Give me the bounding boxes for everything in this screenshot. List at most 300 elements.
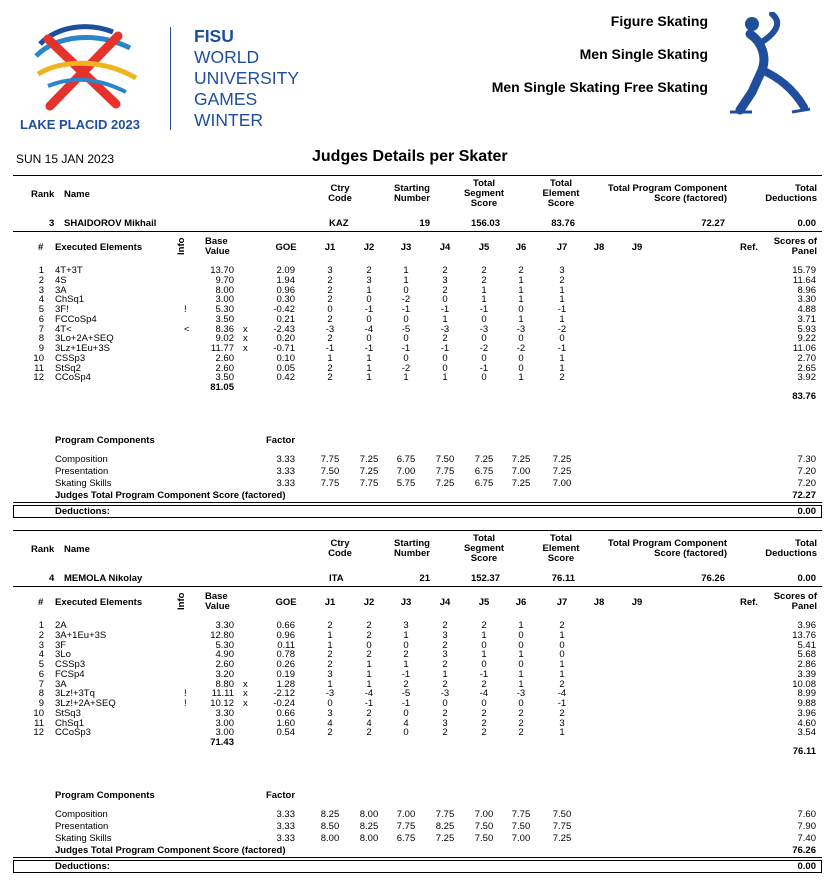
element-judge-score: 0 xyxy=(559,333,565,345)
element-judge-score: 2 xyxy=(442,639,448,651)
skater-name: SHAIDOROV Mikhail xyxy=(64,218,157,229)
element-panel-score: 3.54 xyxy=(797,727,816,739)
total-pc-header-line: Total Program Component xyxy=(607,538,727,549)
scores-panel-header-line: Scores of xyxy=(773,591,817,602)
element-judge-score: -2 xyxy=(401,362,411,374)
element-base-value: 13.70 xyxy=(210,265,234,276)
element-code: 3A xyxy=(55,678,67,690)
element-judge-score: 2 xyxy=(327,313,333,325)
component-judge-score: 7.00 xyxy=(511,466,531,477)
total-element-header-line: Element xyxy=(542,543,580,554)
program-components-header: Program Components xyxy=(55,435,155,446)
fisu-games-text xyxy=(194,26,299,131)
element-judge-score: 2 xyxy=(366,629,372,641)
element-judge-score: 2 xyxy=(442,620,448,631)
component-panel-score: 7.30 xyxy=(797,454,816,465)
base-value-header-line: Value xyxy=(205,246,230,257)
element-judge-score: 0 xyxy=(366,313,372,325)
element-judge-score: 2 xyxy=(518,727,524,739)
element-judge-score: 2 xyxy=(327,727,333,739)
games-line-games: GAMES xyxy=(194,89,258,109)
element-judge-score: -5 xyxy=(401,688,411,700)
component-judge-score: 8.00 xyxy=(359,833,379,844)
judge-header-4: J4 xyxy=(439,597,451,608)
element-judge-score: 1 xyxy=(559,659,565,670)
total-segment-header-line: Total xyxy=(473,178,495,189)
element-goe: 0.42 xyxy=(276,372,295,384)
element-judge-score: 1 xyxy=(403,274,409,286)
judge-header-1: J1 xyxy=(324,597,336,608)
component-panel-score: 7.90 xyxy=(797,821,816,832)
element-judge-score: -2 xyxy=(516,343,526,354)
starting-number-header-line: Starting xyxy=(394,538,430,549)
element-base-value: 3.00 xyxy=(215,717,234,729)
component-judge-score: 7.00 xyxy=(396,466,416,477)
element-panel-score: 8.96 xyxy=(797,284,816,296)
element-judge-score: -1 xyxy=(557,304,567,315)
judge-header-7: J7 xyxy=(556,242,568,253)
base-value-total: 81.05 xyxy=(210,382,234,393)
deductions-value: 0.00 xyxy=(797,861,816,872)
component-panel-score: 7.20 xyxy=(797,478,816,489)
base-value-total: 71.43 xyxy=(210,737,234,748)
element-judge-score: 2 xyxy=(481,274,487,286)
element-number: 1 xyxy=(38,620,44,631)
element-judge-score: 0 xyxy=(559,639,565,651)
judge-header-4: J4 xyxy=(439,242,451,253)
element-judge-score: 2 xyxy=(481,620,487,631)
skater-rank: 4 xyxy=(49,573,55,584)
element-code: ChSq1 xyxy=(55,717,85,729)
elements-total: 76.11 xyxy=(792,746,816,757)
factor-header: Factor xyxy=(266,435,296,446)
element-number: 2 xyxy=(38,629,44,641)
element-judge-score: 1 xyxy=(403,372,409,384)
skater-name: MEMOLA Nikolay xyxy=(64,573,143,584)
component-judge-score: 7.25 xyxy=(474,454,494,465)
element-number: 3 xyxy=(38,639,44,651)
component-name: Presentation xyxy=(55,821,109,832)
games-line-university: UNIVERSITY xyxy=(194,68,300,88)
component-judge-score: 6.75 xyxy=(396,454,416,465)
component-factor: 3.33 xyxy=(276,466,295,477)
element-judge-score: 3 xyxy=(442,629,448,641)
element-judge-score: 1 xyxy=(481,294,487,306)
element-number: 6 xyxy=(38,668,44,680)
element-code: 3A xyxy=(55,284,67,296)
element-base-value: 2.60 xyxy=(215,362,234,374)
factor-header: Factor xyxy=(266,790,296,801)
element-panel-score: 15.79 xyxy=(792,265,816,276)
element-judge-score: -3 xyxy=(516,688,526,700)
element-judge-score: -1 xyxy=(325,343,335,354)
element-number: 9 xyxy=(38,698,44,709)
element-judge-score: 2 xyxy=(366,649,372,661)
component-judge-score: 8.00 xyxy=(359,809,379,820)
skater-pictogram-icon xyxy=(722,12,812,117)
element-goe: 1.60 xyxy=(276,717,295,729)
element-bonus-mark: x xyxy=(243,678,248,690)
element-judge-score: 1 xyxy=(366,668,372,680)
element-judge-score: 2 xyxy=(442,284,448,296)
skater-start-number: 21 xyxy=(419,573,430,584)
element-number: 10 xyxy=(33,707,44,719)
summary-line xyxy=(13,231,822,232)
element-judge-score: 2 xyxy=(442,727,448,739)
element-judge-score: -1 xyxy=(364,343,374,354)
starting-number-header-line: Number xyxy=(394,548,430,559)
skater-segment-score: 152.37 xyxy=(470,573,500,584)
judge-header-1: J1 xyxy=(324,242,336,253)
element-judge-score: 2 xyxy=(518,265,524,276)
element-goe: -0.42 xyxy=(273,304,295,315)
element-judge-score: -3 xyxy=(440,323,450,335)
judge-header-3: J3 xyxy=(400,597,412,608)
total-element-header-line: Element xyxy=(542,188,580,199)
component-judge-score: 7.25 xyxy=(359,454,379,465)
element-judge-score: 0 xyxy=(442,352,448,364)
info-header: Info xyxy=(176,592,187,610)
element-base-value: 12.80 xyxy=(210,629,234,641)
element-judge-score: 1 xyxy=(559,362,565,374)
element-judge-score: 3 xyxy=(559,717,565,729)
element-judge-score: -4 xyxy=(479,688,489,700)
element-code: ChSq1 xyxy=(55,294,85,306)
element-goe: 0.78 xyxy=(276,649,295,661)
component-judge-score: 7.00 xyxy=(474,809,494,820)
element-judge-score: 0 xyxy=(327,304,333,315)
element-base-value: 4.90 xyxy=(215,649,234,661)
total-element-header-line: Score xyxy=(547,553,575,564)
element-goe: 0.21 xyxy=(276,313,295,325)
element-code: 4S xyxy=(55,274,67,286)
component-judge-score: 7.75 xyxy=(511,809,531,820)
element-judge-score: 3 xyxy=(327,707,333,719)
element-panel-score: 3.96 xyxy=(797,707,816,719)
skater-component-score: 72.27 xyxy=(701,218,725,229)
element-judge-score: 0 xyxy=(518,698,524,709)
total-deductions-header-line: Total xyxy=(795,538,817,549)
element-panel-score: 2.65 xyxy=(797,362,816,374)
skater-segment-score: 156.03 xyxy=(470,218,500,229)
component-judge-score: 7.50 xyxy=(511,821,531,832)
element-judge-score: 1 xyxy=(366,284,372,296)
total-segment-header-line: Score xyxy=(470,553,498,564)
element-goe: -2.12 xyxy=(273,688,295,700)
element-judge-score: 0 xyxy=(518,659,524,670)
component-judge-score: 7.50 xyxy=(552,809,572,820)
element-code: 3Lo+2A+SEQ xyxy=(55,333,114,345)
element-judge-score: 1 xyxy=(559,668,565,680)
component-panel-score: 7.60 xyxy=(797,809,816,820)
component-judge-score: 7.00 xyxy=(552,478,572,489)
scores-panel-header-line: Scores of xyxy=(773,236,817,247)
element-base-value: 3.30 xyxy=(215,707,234,719)
element-judge-score: 2 xyxy=(366,727,372,739)
element-panel-score: 4.60 xyxy=(797,717,816,729)
component-judge-score: 5.75 xyxy=(396,478,416,489)
element-base-value: 5.30 xyxy=(215,304,234,315)
element-judge-score: 3 xyxy=(559,265,565,276)
element-judge-score: -3 xyxy=(440,688,450,700)
element-judge-score: 2 xyxy=(366,620,372,631)
element-info-mark: ! xyxy=(184,304,187,315)
skater-country: ITA xyxy=(329,573,344,584)
element-panel-score: 5.41 xyxy=(797,639,816,651)
element-goe: 0.19 xyxy=(276,668,295,680)
element-base-value: 8.36 xyxy=(215,323,234,335)
element-judge-score: -1 xyxy=(479,362,489,374)
element-judge-score: 2 xyxy=(559,372,565,384)
element-base-value: 3.30 xyxy=(215,620,234,631)
ctry-code-header-line: Ctry xyxy=(330,183,350,194)
element-goe: 0.10 xyxy=(276,352,295,364)
games-line-world: WORLD xyxy=(194,47,260,67)
element-base-value: 11.77 xyxy=(210,343,234,354)
element-judge-score: 0 xyxy=(518,352,524,364)
judge-header-2: J2 xyxy=(363,242,375,253)
base-value-header-line: Base xyxy=(205,591,228,602)
element-judge-score: 0 xyxy=(366,333,372,345)
element-judge-score: -2 xyxy=(401,294,411,306)
element-number: 6 xyxy=(38,313,44,325)
element-base-value: 3.50 xyxy=(215,313,234,325)
element-judge-score: 0 xyxy=(403,284,409,296)
element-number: 1 xyxy=(38,265,44,276)
element-judge-score: -1 xyxy=(557,698,567,709)
element-judge-score: -1 xyxy=(440,343,450,354)
element-number: 2 xyxy=(38,274,44,286)
skater-component-score: 76.26 xyxy=(701,573,725,584)
element-number: 5 xyxy=(38,659,44,670)
component-judge-score: 7.25 xyxy=(359,466,379,477)
element-code: CSSp3 xyxy=(55,352,86,364)
executed-elements-header: Executed Elements xyxy=(55,242,143,253)
element-code: 3A+1Eu+3S xyxy=(55,629,107,641)
base-value-header-line: Value xyxy=(205,601,230,612)
element-judge-score: 0 xyxy=(403,707,409,719)
element-judge-score: 1 xyxy=(481,629,487,641)
component-name: Skating Skills xyxy=(55,478,112,489)
component-judge-score: 7.50 xyxy=(474,821,494,832)
element-judge-score: 1 xyxy=(481,284,487,296)
element-bonus-mark: x xyxy=(243,323,248,335)
page-title: Judges Details per Skater xyxy=(312,148,508,165)
total-deductions-header-line: Deductions xyxy=(765,548,817,559)
element-bonus-mark: x xyxy=(243,698,248,709)
element-judge-score: 2 xyxy=(481,707,487,719)
element-judge-score: 1 xyxy=(518,284,524,296)
element-panel-score: 11.06 xyxy=(792,343,816,354)
element-panel-score: 3.39 xyxy=(797,668,816,680)
element-bonus-mark: x xyxy=(243,688,248,700)
divider-line xyxy=(170,27,171,130)
total-pc-header-line: Total Program Component xyxy=(607,183,727,194)
component-name: Composition xyxy=(55,809,108,820)
base-value-header-line: Base xyxy=(205,236,228,247)
component-factor: 3.33 xyxy=(276,809,295,820)
element-judge-score: -4 xyxy=(364,688,374,700)
element-base-value: 5.30 xyxy=(215,639,234,651)
element-judge-score: 2 xyxy=(559,678,565,690)
judges-total-pc-value: 76.26 xyxy=(792,845,816,856)
element-base-value: 3.20 xyxy=(215,668,234,680)
deductions-box xyxy=(13,860,822,873)
title-event: Men Single Skating xyxy=(579,46,708,62)
skater-rank: 3 xyxy=(49,218,55,229)
element-judge-score: 2 xyxy=(481,678,487,690)
element-base-value: 8.00 xyxy=(215,284,234,296)
element-judge-score: -3 xyxy=(325,323,335,335)
deductions-value: 0.00 xyxy=(797,506,816,517)
element-judge-score: 3 xyxy=(442,649,448,661)
title-sport: Figure Skating xyxy=(610,13,708,29)
element-judge-score: 2 xyxy=(327,333,333,345)
element-judge-score: 2 xyxy=(559,274,565,286)
element-panel-score: 5.93 xyxy=(797,323,816,335)
scores-panel-header-line: Panel xyxy=(791,246,817,257)
element-judge-score: 1 xyxy=(559,352,565,364)
element-code: 3Lo xyxy=(55,649,71,661)
element-judge-score: 1 xyxy=(518,649,524,661)
element-number: 8 xyxy=(38,688,44,700)
name-header: Name xyxy=(64,544,90,555)
element-number: 4 xyxy=(38,649,44,661)
element-base-value: 2.60 xyxy=(215,659,234,670)
element-judge-score: 0 xyxy=(403,313,409,325)
skater-element-score: 83.76 xyxy=(551,218,575,229)
judges-total-pc-value: 72.27 xyxy=(792,490,816,501)
element-judge-score: 1 xyxy=(327,629,333,641)
element-judge-score: 0 xyxy=(481,639,487,651)
element-code: 3Lz+1Eu+3S xyxy=(55,343,110,354)
component-judge-score: 7.25 xyxy=(435,478,455,489)
judge-header-5: J5 xyxy=(478,242,490,253)
element-code: StSq3 xyxy=(55,707,81,719)
element-judge-score: 1 xyxy=(518,372,524,384)
element-goe: 1.94 xyxy=(276,274,295,286)
judge-header-8: J8 xyxy=(593,597,605,608)
element-judge-score: 0 xyxy=(327,698,333,709)
element-panel-score: 3.30 xyxy=(797,294,816,306)
element-panel-score: 10.08 xyxy=(792,678,816,690)
element-judge-score: 0 xyxy=(481,352,487,364)
element-judge-score: 2 xyxy=(327,620,333,631)
component-judge-score: 7.25 xyxy=(511,454,531,465)
component-judge-score: 7.25 xyxy=(552,466,572,477)
element-judge-score: 1 xyxy=(559,284,565,296)
component-judge-score: 8.25 xyxy=(320,809,340,820)
judge-header-6: J6 xyxy=(515,597,527,608)
rank-header: Rank xyxy=(31,544,55,555)
element-judge-score: 0 xyxy=(481,313,487,325)
element-judge-score: 3 xyxy=(442,274,448,286)
element-judge-score: 3 xyxy=(403,620,409,631)
component-judge-score: 7.50 xyxy=(320,466,340,477)
pc-bottom-line xyxy=(13,502,822,503)
element-judge-score: -1 xyxy=(401,304,411,315)
element-judge-score: 2 xyxy=(442,707,448,719)
element-judge-score: 1 xyxy=(481,649,487,661)
element-judge-score: -1 xyxy=(401,698,411,709)
component-judge-score: 7.75 xyxy=(435,466,455,477)
element-judge-score: 2 xyxy=(481,717,487,729)
element-judge-score: 1 xyxy=(559,313,565,325)
event-date: SUN 15 JAN 2023 xyxy=(16,152,115,166)
element-goe: 0.11 xyxy=(277,639,295,651)
element-judge-score: 1 xyxy=(518,274,524,286)
element-judge-score: 1 xyxy=(327,678,333,690)
element-judge-score: 0 xyxy=(403,352,409,364)
element-judge-score: -2 xyxy=(557,323,567,335)
element-code: 2A xyxy=(55,620,67,631)
component-factor: 3.33 xyxy=(276,478,295,489)
element-panel-score: 2.70 xyxy=(797,352,816,364)
element-judge-score: -5 xyxy=(401,323,411,335)
element-judge-score: -1 xyxy=(479,304,489,315)
total-deductions-header-line: Total xyxy=(795,183,817,194)
element-panel-score: 8.99 xyxy=(797,688,816,700)
skater-country: KAZ xyxy=(329,218,349,229)
component-judge-score: 6.75 xyxy=(474,466,494,477)
element-code: 3F xyxy=(55,639,67,651)
element-panel-score: 9.88 xyxy=(797,698,816,709)
element-judge-score: -1 xyxy=(479,668,489,680)
element-panel-score: 11.64 xyxy=(792,274,816,286)
ctry-code-header-line: Code xyxy=(328,193,352,204)
element-judge-score: -4 xyxy=(557,688,567,700)
judge-header-3: J3 xyxy=(400,242,412,253)
element-number: 11 xyxy=(34,362,44,374)
component-judge-score: 7.50 xyxy=(435,454,455,465)
element-judge-score: 1 xyxy=(366,352,372,364)
goe-header: GOE xyxy=(275,242,297,253)
element-judge-score: 2 xyxy=(366,265,372,276)
component-judge-score: 7.75 xyxy=(435,809,455,820)
element-judge-score: 1 xyxy=(403,629,409,641)
skater-element-score: 76.11 xyxy=(551,573,575,584)
component-judge-score: 7.25 xyxy=(552,454,572,465)
goe-header: GOE xyxy=(275,597,297,608)
element-code: StSq2 xyxy=(55,362,81,374)
component-judge-score: 7.75 xyxy=(320,478,340,489)
ref-header: Ref. xyxy=(740,597,758,608)
judge-header-9: J9 xyxy=(631,242,643,253)
judges-total-pc-label: Judges Total Program Component Score (factored) xyxy=(55,490,286,501)
element-judge-score: -1 xyxy=(364,698,374,709)
element-number: 12 xyxy=(33,372,44,384)
element-goe: 0.66 xyxy=(276,620,295,631)
element-goe: 0.26 xyxy=(276,659,295,670)
element-code: FCSp4 xyxy=(55,668,85,680)
element-judge-score: 0 xyxy=(442,698,448,709)
element-judge-score: 1 xyxy=(403,659,409,670)
element-judge-score: 1 xyxy=(327,639,333,651)
element-judge-score: 2 xyxy=(327,362,333,374)
element-bonus-mark: x xyxy=(243,343,248,354)
element-judge-score: 0 xyxy=(366,639,372,651)
element-judge-score: 4 xyxy=(366,717,372,729)
element-judge-score: 1 xyxy=(518,294,524,306)
element-judge-score: -1 xyxy=(364,304,374,315)
element-judge-score: 0 xyxy=(518,639,524,651)
total-element-header-line: Total xyxy=(550,178,572,189)
rank-header: Rank xyxy=(31,189,55,200)
element-judge-score: 1 xyxy=(366,659,372,670)
element-judge-score: 2 xyxy=(327,274,333,286)
element-judge-score: 2 xyxy=(442,659,448,670)
element-base-value: 9.02 xyxy=(215,333,234,345)
